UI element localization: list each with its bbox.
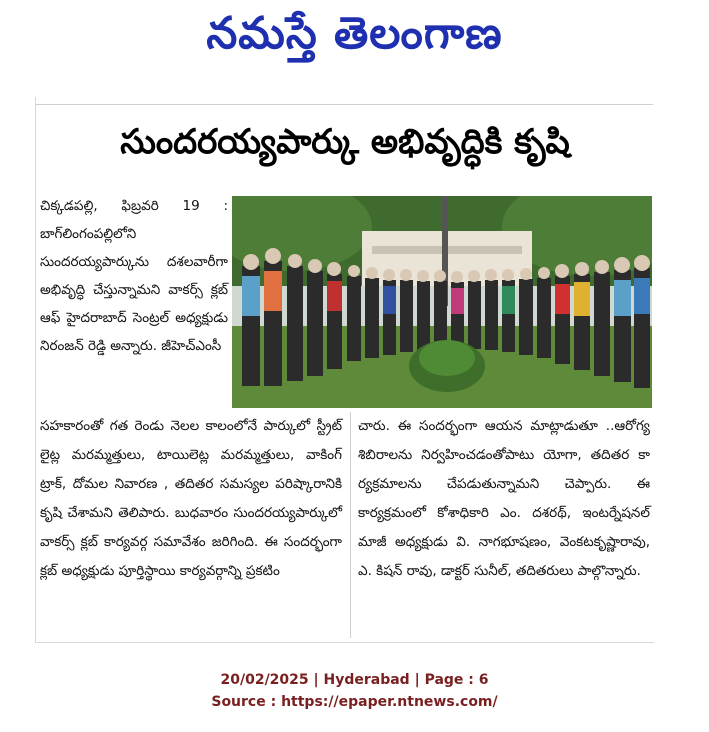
column-divider (350, 412, 351, 638)
clipping-top-rule (35, 104, 653, 105)
article-headline: సుందరయ్యపార్కు అభివృద్ధికి కృషి (120, 122, 570, 162)
group-photo-icon (232, 196, 652, 408)
article-column-right: చారు. ఈ సందర్భంగా ఆయన మాట్లాడుతూ ..ఆరోగ్య శిబిరాలను నిర్వహించడంతోపాటు యోగా, తదితర కా ర్యక్రమాలను చేపడుతున్నామని చెప్పారు. ఈ కార్యక్రమంలో కోశాధికారి ఎం. దశరథ్, ఇంటర్నేషనల్ మాజీ అధ్యక్షుడు వి. నాగభూషణం, వెంకటకృష్ణారావు, ఎ. కిషన్ రావు, డాక్టర్ సునీల్, తదితరులు పాల్గొన్నారు. (358, 418, 650, 579)
source-link[interactable]: Source : https://epaper.ntnews.com/ (211, 694, 498, 710)
article-photo (232, 196, 652, 408)
article-column-left-bottom: సహకారంతో గత రెండు నెలల కాలంలోనే పార్కులో స్ట్రీట్ లైట్ల మరమ్మత్తులు, టాయిలెట్ల మరమ్మత్తులు, వాకింగ్ ట్రాక్, దోమల నివారణ , తదితర సమస్యల పరిష్కారానికి కృషి చేశామని తెలిపారు. బుధవారం సుందరయ్యపార్కులో వాకర్స్ క్లబ్ కార్యవర్గ సమావేశం జరిగింది. ఈ సందర్భంగా క్లబ్ అధ్యక్షుడు పూర్తిస్థాయి కార్యవర్గాన్ని ప్రకటిం (40, 418, 342, 579)
article-column-left-top: చిక్కడపల్లి, ఫిబ్రవరి 19 : బాగ్‌లింగంపల్లిలోని సుందరయ్యపార్కును దశలవారీగా అభివృద్ధి చేస్తున్నామని వాకర్స్ క్లబ్ ఆఫ్ హైదరాబాద్ సెంట్రల్ అధ్యక్షుడు నిరంజన్ రెడ్డి అన్నారు. జీహెచ్‌ఎంసీ (40, 198, 228, 354)
edition-info: 20/02/2025 | Hyderabad | Page : 6 (220, 672, 489, 688)
newspaper-masthead: నమస్తే తెలంగాణ (206, 8, 503, 59)
